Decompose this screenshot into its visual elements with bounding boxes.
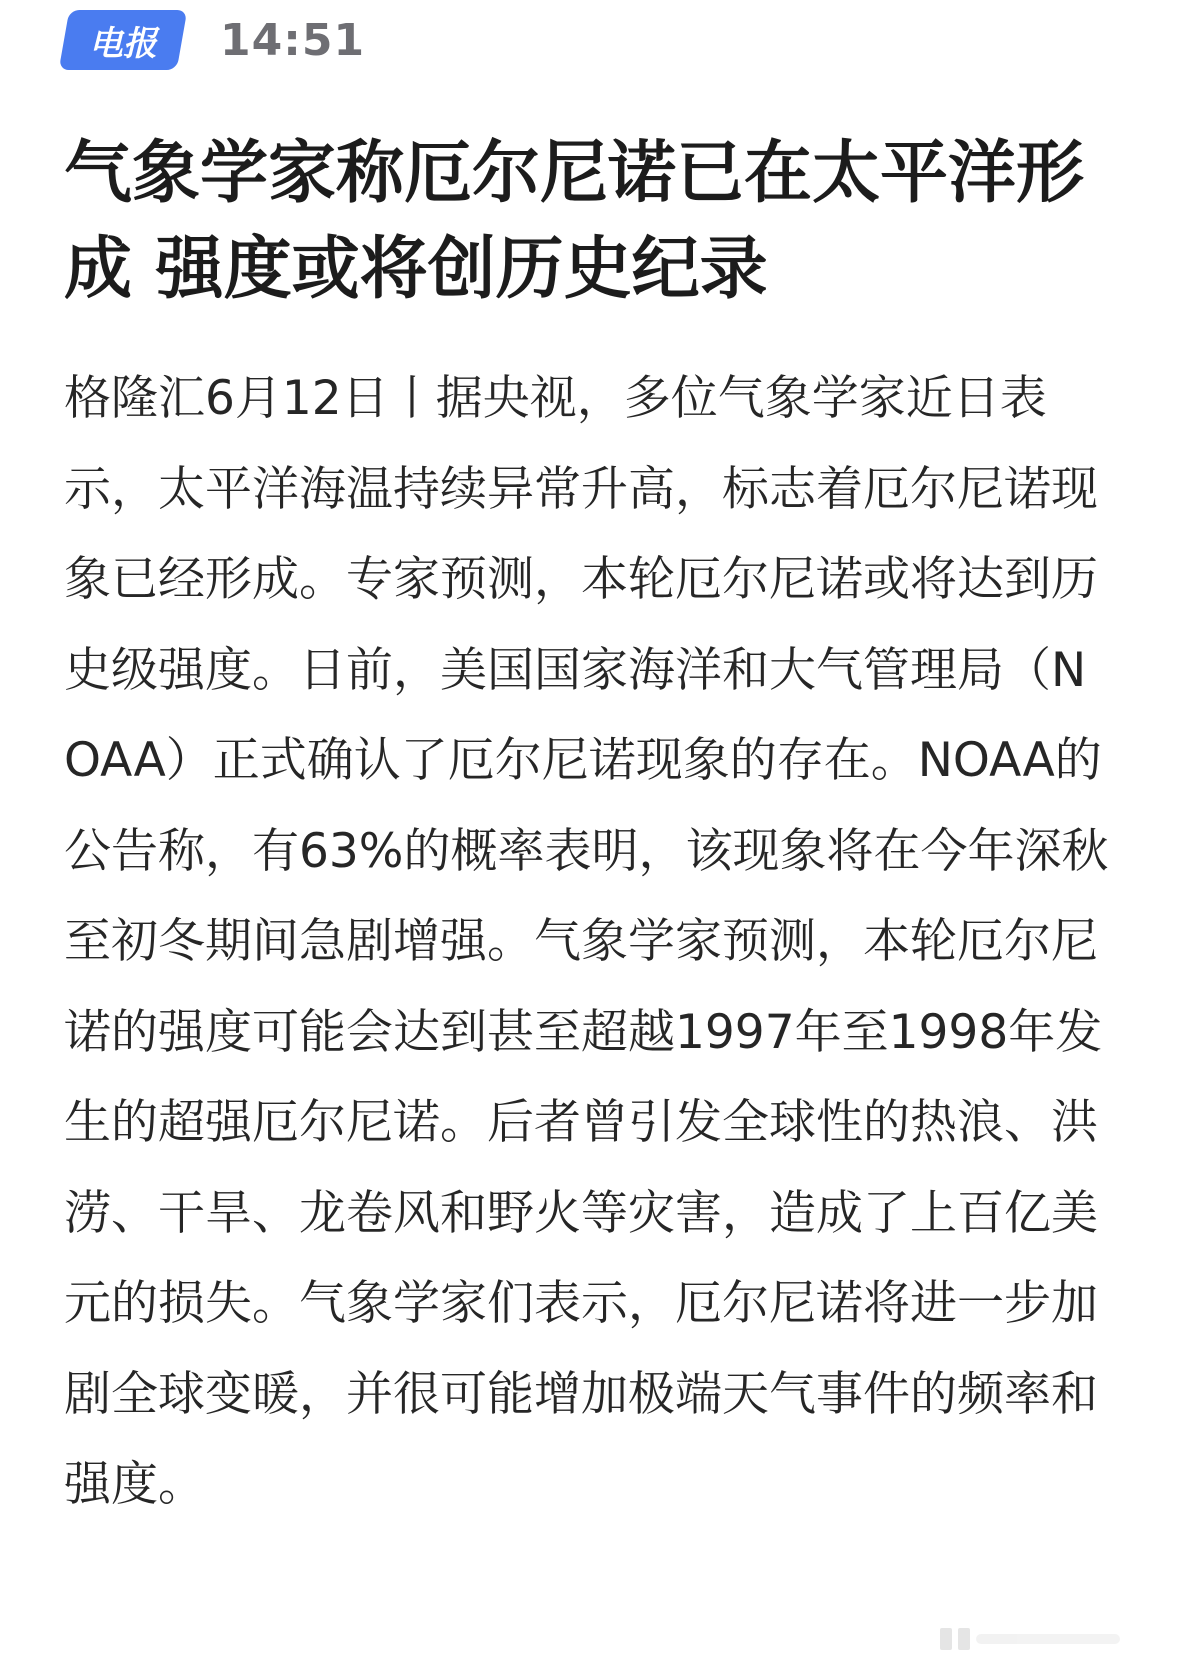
article-body: 格隆汇6月12日丨据央视，多位气象学家近日表示，太平洋海温持续异常升高，标志着厄尔尼诺现象已经形成。专家预测，本轮厄尔尼诺或将达到历史级强度。日前，美国国家海洋和大气管理局（NOAA）正式确认了厄尔尼诺现象的存在。NOAA的公告称，有63%的概率表明，该现象将在今年深秋至初冬期间急剧增强。气象学家预测，本轮厄尔尼诺的强度可能会达到甚至超越1997年至1998年发生的超强厄尔尼诺。后者曾引发全球性的热浪、洪涝、干旱、龙卷风和野火等灾害，造成了上百亿美元的损失。气象学家们表示，厄尔尼诺将进一步加剧全球变暖，并很可能增加极端天气事件的频率和强度。 (64, 371, 1109, 1512)
category-badge-label: 电报 (89, 23, 157, 64)
article-header (64, 8, 365, 72)
category-badge (59, 10, 188, 70)
article-title: 气象学家称厄尔尼诺已在太平洋形成 强度或将创历史纪录 (64, 134, 1085, 309)
publish-time: 14:51 (220, 14, 366, 66)
watermark (940, 1625, 1120, 1653)
